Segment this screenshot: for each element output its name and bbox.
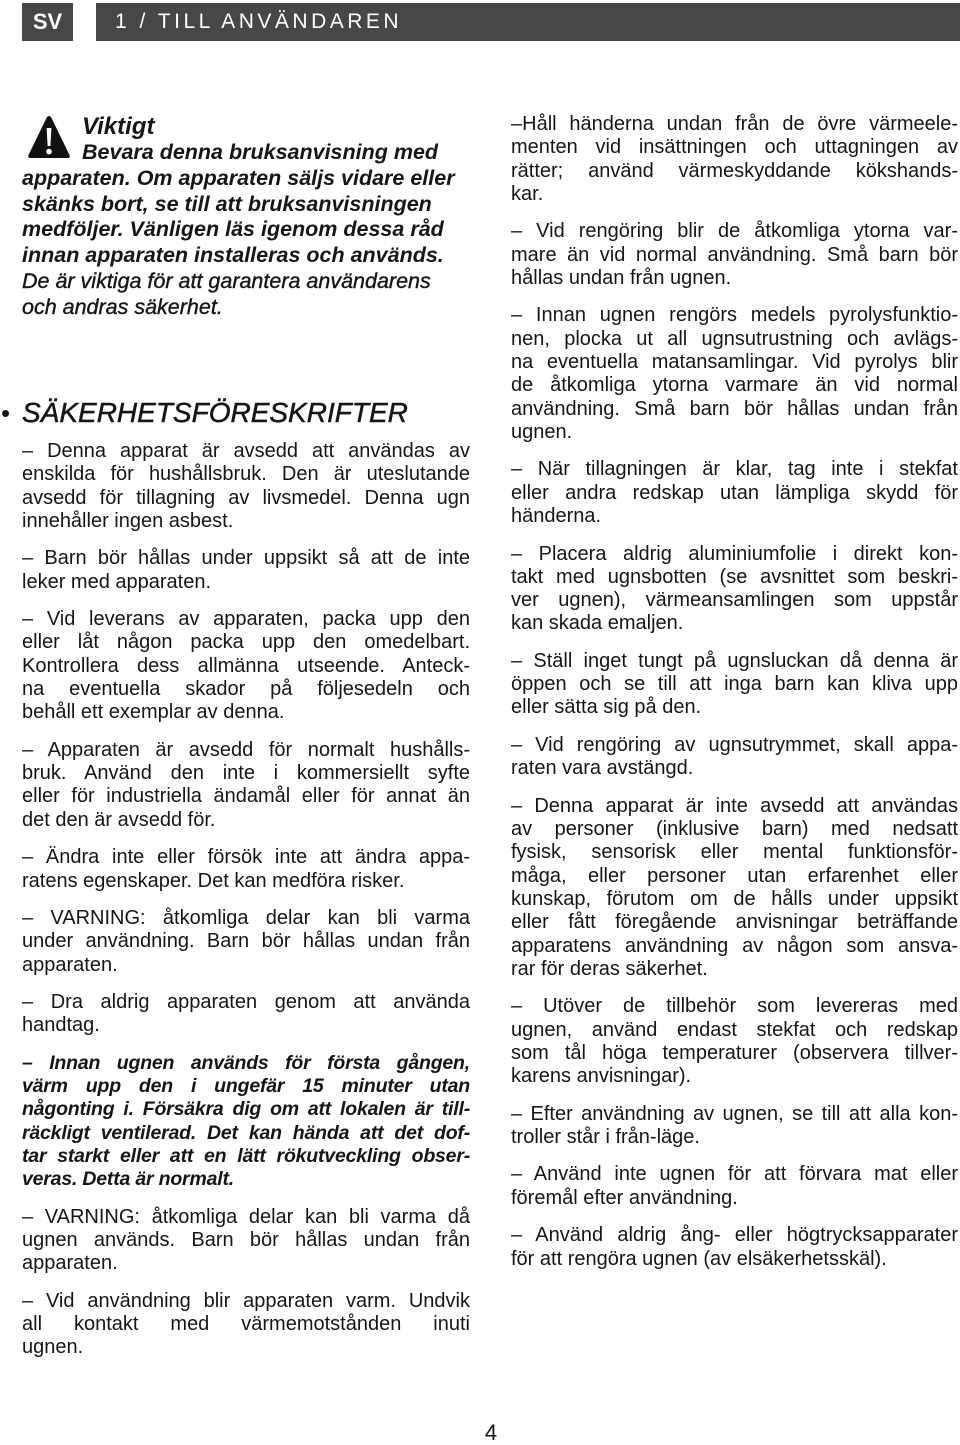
text-line: ugnen. — [511, 420, 573, 443]
text-line: – Utöver de tillbehör som levereras med — [511, 995, 958, 1018]
heading-bullet: • — [1, 398, 11, 428]
text-line: – Denna apparat är inte avsedd att användas — [511, 794, 958, 817]
safety-paragraph — [22, 1206, 470, 1276]
text-line: – Ställ inget tungt på ugnsluckan då denna är — [511, 649, 958, 672]
text-line: all kontakt med värmemotstånden inuti — [22, 1313, 470, 1336]
text-line: räckligt ventilerad. Det kan hända att det dof- — [22, 1121, 470, 1144]
warning-line: medföljer. Vänligen läs igenom dessa råd — [22, 217, 444, 242]
text-line: tar starkt eller att en lätt rökutveckling obser- — [22, 1145, 470, 1168]
text-line: karens anvisningar). — [511, 1065, 692, 1088]
text-line: nen, plocka ut all ugnsutrustning och avlägs- — [511, 327, 958, 350]
safety-paragraph — [511, 543, 958, 636]
text-line: öppen och se till att inga barn kan kliva upp — [511, 673, 958, 696]
text-line: eller låt någon packa upp den omedelbart. — [22, 631, 470, 654]
text-line: takt med ugnsbotten (se avsnittet som beskri- — [511, 565, 958, 588]
text-line: – Dra aldrig apparaten genom att använda — [22, 991, 470, 1014]
text-line: – Placera aldrig aluminiumfolie i direkt kon- — [511, 542, 958, 565]
safety-paragraph — [511, 220, 958, 290]
text-line: na eventuella skador på följesedeln och — [22, 678, 470, 701]
text-line: – VARNING: åtkomliga delar kan bli varma — [22, 906, 470, 929]
text-line: –Håll händerna undan från de övre värmeele- — [511, 113, 958, 135]
warning-title: Viktigt — [82, 113, 155, 140]
text-line: fysisk, sensorisk eller mental funktionsför- — [511, 841, 958, 864]
text-line: föremål efter användning. — [511, 1186, 738, 1209]
text-line: innehåller ingen asbest. — [22, 509, 234, 532]
warning-line: Bevara denna bruksanvisning med — [82, 140, 439, 164]
text-line: kar. — [511, 182, 544, 205]
text-line: – Denna apparat är avsedd att användas av — [22, 440, 470, 462]
text-line: apparaten. — [22, 1252, 118, 1275]
text-line: – VARNING: åtkomliga delar kan bli varma då — [22, 1205, 470, 1228]
language-code: SV — [32, 9, 63, 34]
text-line: för att rengöra ugnen (av elsäkerhetsskäl). — [511, 1247, 887, 1270]
left-column — [22, 440, 470, 1374]
safety-paragraph — [511, 650, 958, 720]
text-line: enskilda för hushållsbruk. Den är uteslutande — [22, 463, 470, 486]
text-line: menten vid insättningen och uttagningen av — [511, 136, 958, 159]
text-line: det den är avsedd för. — [22, 808, 216, 831]
safety-paragraph — [22, 440, 470, 533]
text-line: na eventuella matansamlingar. Vid pyrolys blir — [511, 351, 958, 374]
safety-paragraph — [22, 846, 470, 893]
text-line: avsedd för tillagning av livsmedel. Denna ugn — [22, 486, 470, 509]
safety-paragraph — [22, 739, 470, 832]
safety-paragraph — [511, 304, 958, 444]
safety-paragraph — [511, 458, 958, 528]
text-line: som tål höga temperaturer (observera tillver- — [511, 1041, 958, 1064]
safety-paragraph — [22, 1290, 470, 1360]
text-line: raten vara avstängd. — [511, 757, 694, 780]
text-line: – Efter användning av ugnen, se till att alla kon- — [511, 1102, 958, 1125]
text-line: hållas undan från ugnen. — [511, 266, 732, 289]
safety-paragraph — [22, 991, 470, 1038]
text-line: troller står i från-läge. — [511, 1125, 700, 1148]
warning-notice — [22, 114, 470, 321]
text-line: mare än vid normal användning. Små barn bör — [511, 243, 958, 266]
safety-paragraph — [511, 1103, 958, 1150]
text-line: – Använd aldrig ång- eller högtrycksapparater — [511, 1224, 958, 1247]
page-number: 4 — [484, 1420, 498, 1445]
text-line: ugnen, använd endast stekfat och redskap — [511, 1018, 958, 1041]
text-line: användning. Små barn bör hållas undan från — [511, 397, 958, 420]
text-line: eller andra redskap utan lämpliga skydd för — [511, 481, 958, 504]
safety-paragraph — [511, 1224, 958, 1271]
text-line: – Apparaten är avsedd för normalt hushålls- — [22, 738, 470, 761]
text-line: – Barn bör hållas under uppsikt så att de inte — [22, 547, 470, 570]
safety-paragraph — [22, 608, 470, 724]
text-line: – Använd inte ugnen för att förvara mat eller — [511, 1163, 958, 1186]
safety-paragraph — [511, 995, 958, 1088]
text-line: bruk. Använd den inte i kommersiellt syfte — [22, 762, 470, 785]
safety-paragraph — [511, 734, 958, 781]
text-line: – Vid rengöring av ugnsutrymmet, skall appa- — [511, 733, 958, 756]
text-line: – Vid leverans av apparaten, packa upp den — [22, 608, 470, 631]
text-line: – Innan ugnen används för första gången, — [22, 1051, 470, 1074]
text-line: rar för deras säkerhet. — [511, 957, 708, 980]
safety-paragraph — [511, 795, 958, 981]
safety-paragraph-emphasized — [22, 1052, 470, 1192]
section-header-bar — [96, 3, 960, 41]
text-line: leker med apparaten. — [22, 570, 212, 593]
text-line: veras. Detta är normalt. — [22, 1168, 234, 1191]
text-line: kan skada emaljen. — [511, 612, 684, 635]
text-line: apparatens användning av någon som ansva- — [511, 934, 958, 957]
warning-line: apparaten. Om apparaten säljs vidare eller — [22, 165, 455, 190]
text-line: måga, eller personer utan erfarenhet eller — [511, 864, 958, 887]
section-title: 1 / TILL ANVÄNDAREN — [115, 10, 403, 33]
text-line: – Innan ugnen rengörs medels pyrolysfunktio- — [511, 304, 958, 327]
text-line: ratens egenskaper. Det kan medföra risker. — [22, 869, 405, 892]
text-line: ugnen används. Barn bör hållas undan från — [22, 1229, 470, 1252]
text-line: eller fått föregående anvisningar beträffande — [511, 911, 958, 934]
text-line: – Ändra inte eller försök inte att ändra appa- — [22, 846, 470, 869]
text-line: rätter; använd värmeskyddande kökshands- — [511, 159, 958, 182]
safety-paragraph — [22, 907, 470, 977]
warning-line: innan apparaten installeras och används. — [22, 243, 444, 268]
text-line: – Vid användning blir apparaten varm. Undvik — [22, 1289, 470, 1312]
text-line: handtag. — [22, 1014, 100, 1037]
text-line: – När tillagningen är klar, tag inte i stekfat — [511, 458, 958, 481]
text-line: apparaten. — [22, 953, 118, 976]
text-line: någonting i. Försäkra dig om att lokalen är till- — [22, 1098, 470, 1121]
language-tab — [22, 3, 73, 41]
text-line: eller för industriella ändamål eller för annat än — [22, 785, 470, 808]
text-line: ugnen. — [22, 1336, 84, 1359]
warning-line: och andras säkerhet. — [22, 294, 223, 319]
text-line: av personer (inklusive barn) med nedsatt — [511, 818, 958, 841]
warning-line: De är viktiga för att garantera användarens — [22, 268, 431, 293]
text-line: eller sätta sig på den. — [511, 696, 702, 719]
safety-paragraph — [511, 1163, 958, 1210]
text-line: – Vid rengöring blir de åtkomliga ytorna var- — [511, 220, 958, 243]
warning-line: skänks bort, se till att bruksanvisningen — [22, 191, 432, 216]
text-line: kunskap, förutom om de hålls under uppsikt — [511, 887, 958, 910]
text-line: behåll ett exemplar av denna. — [22, 701, 285, 724]
safety-paragraph — [22, 547, 470, 594]
text-line: ver ugnen), värmeansamlingen som uppstår — [511, 589, 958, 612]
heading-text: SÄKERHETSFÖRESKRIFTER — [22, 397, 408, 428]
text-line: Kontrollera dess allmänna utseende. Anteck- — [22, 654, 470, 677]
right-column — [511, 113, 958, 1285]
text-line: de åtkomliga ytorna varmare än vid normal — [511, 374, 958, 397]
text-line: värm upp den i ungefär 15 minuter utan — [22, 1075, 470, 1098]
safety-paragraph — [511, 113, 958, 206]
safety-heading — [0, 396, 470, 430]
text-line: under användning. Barn bör hållas undan från — [22, 930, 470, 953]
text-line: händerna. — [511, 505, 602, 528]
